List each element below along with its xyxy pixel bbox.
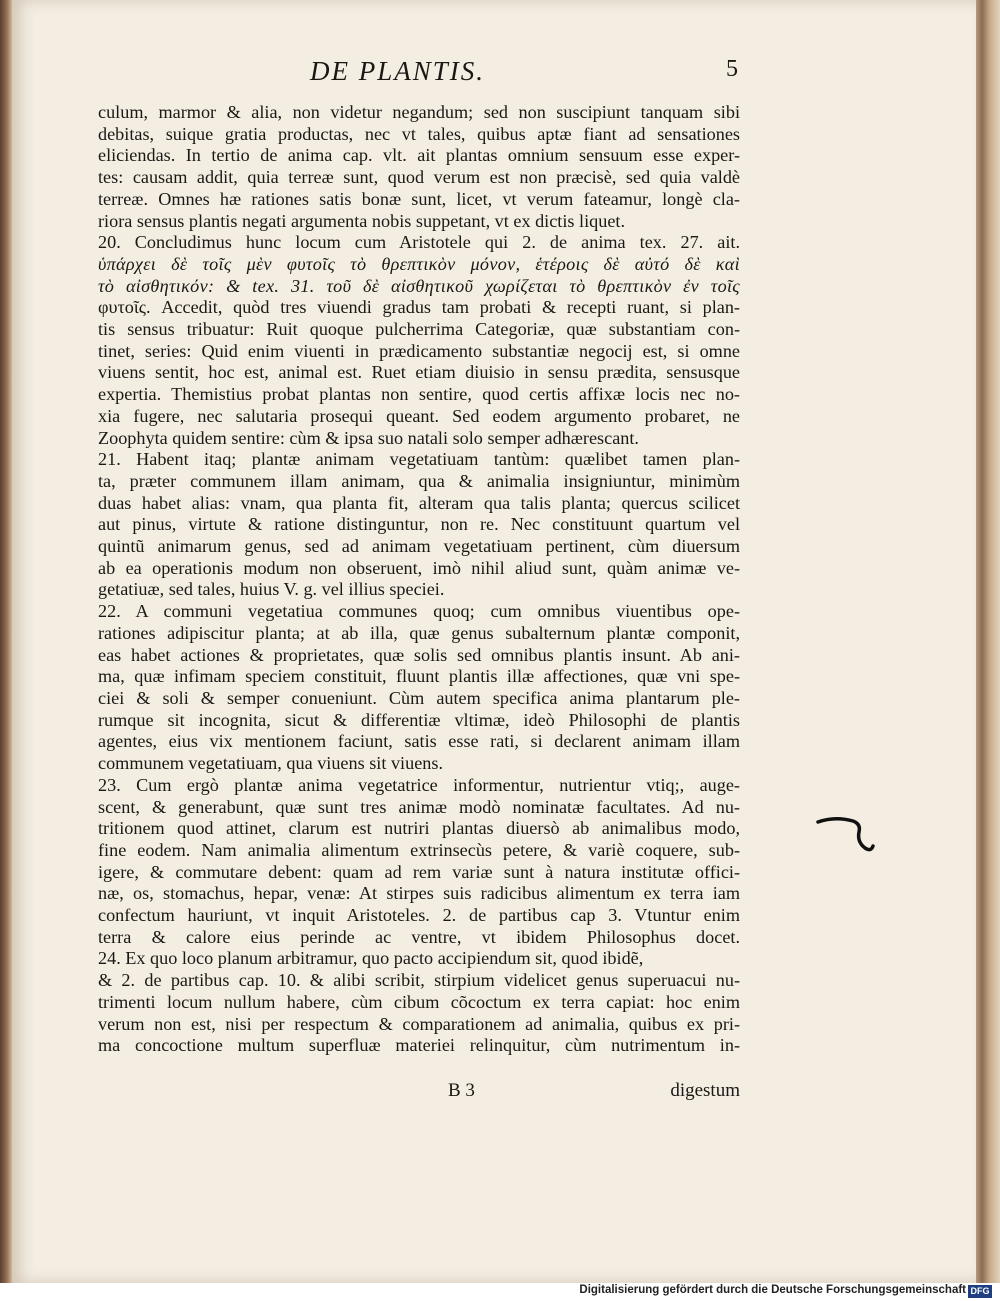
text-line: culum, marmor & alia, non videtur negandum; sed non suscipiunt tanquam sibi bbox=[98, 102, 740, 122]
text-line: 21. Habent itaq; plantæ animam vegetatiuam tantùm: quælibet tamen plan- bbox=[98, 449, 740, 470]
text-line: 23. Cum ergò plantæ anima vegetatrice informentur, nutrientur vtiq;, auge- bbox=[98, 774, 740, 795]
page-header bbox=[310, 56, 738, 100]
body-text bbox=[98, 102, 740, 1057]
text-line: aut pinus, virtute & ratione distinguntur, non re. Nec constituunt quartum vel bbox=[98, 514, 740, 535]
text-line: 22. A communi vegetatiua communes quoq; cum omnibus viuentibus ope- bbox=[98, 601, 740, 622]
credit-text: Digitalisierung gefördert durch die Deutsche Forschungsgemeinschaft bbox=[579, 1284, 966, 1296]
text-line: & 2. de partibus cap. 10. & alibi scribit, stirpium videlicet genus superuacui nu- bbox=[98, 970, 740, 991]
credit-bar bbox=[0, 1283, 1000, 1301]
text-line: τὸ αἰσθητικόν: & tex. 31. τοῦ δὲ αἰσθητικοῦ χωρίζεται τὸ θρεπτικὸν ἐν τοῖς bbox=[98, 275, 740, 296]
text-line: terra & calore eius perinde ac ventre, vt ibidem Philosophus docet. bbox=[98, 926, 740, 947]
text-line: igere, & commutare debent: quam ad rem variæ sunt à natura institutæ offici- bbox=[98, 861, 740, 882]
text-line: rationes adipiscitur planta; at ab illa, quæ genus subalternum plantæ componit, bbox=[98, 622, 740, 643]
text-line: scent, & generabunt, quæ sunt tres animæ modò nominatæ facultates. Ad nu- bbox=[98, 796, 740, 817]
text-line: quintũ animarum genus, sed ad animam vegetatiuam pertinent, cùm diuersum bbox=[98, 536, 740, 557]
text-line: duas habet alias: vnam, qua planta fit, alteram qua talis planta; quercus scilicet bbox=[98, 492, 740, 513]
text-line: ὑπάρχει δὲ τοῖς μὲν φυτοῖς τὸ θρεπτικὸν μόνον, ἑτέροις δὲ αὐτό δὲ καὶ bbox=[98, 253, 740, 274]
text-line: fine eodem. Nam animalia alimentum extrinsecùs petere, & variè coquere, sub- bbox=[98, 839, 740, 860]
text-line: ciei & soli & semper conueniunt. Cùm autem specifica anima plantarum ple- bbox=[98, 687, 740, 708]
page-edge bbox=[976, 0, 1000, 1283]
text-line: communem vegetatiuam, qua viuens sit viuens. bbox=[98, 753, 443, 774]
page-number: 5 bbox=[726, 56, 738, 82]
text-line: getatiuæ, sed tales, huius V. g. vel illius speciei. bbox=[98, 579, 445, 600]
text-line: tritionem quod attinet, clarum est nutriri plantas diuersò ab animalibus modo, bbox=[98, 818, 740, 839]
dfg-logo: DFG bbox=[968, 1285, 992, 1298]
text-line: verum non est, nisi per respectum & comparationem ad animalia, quibus ex pri- bbox=[98, 1013, 740, 1034]
text-line: xia fugere, nec salutaria prosequi queant. Sed eodem argumento probaret, ne bbox=[98, 405, 740, 426]
text-line: trimenti locum nullum habere, cùm cibum cõcoctum ex terra capiat: hoc enim bbox=[98, 991, 740, 1012]
text-line: 20. Concludimus hunc locum cum Aristotele qui 2. de anima tex. 27. ait. bbox=[98, 232, 740, 253]
text-line: næ, os, stomachus, hepar, venæ: At stirpes suis radicibus alimentum ex terra iam bbox=[98, 883, 740, 904]
text-line: ta, præter communem illam animam, qua & animalia insigniuntur, minimùm bbox=[98, 470, 740, 491]
ink-mark bbox=[815, 812, 885, 862]
text-line: rumque sit incognita, sicut & differentiæ vltimæ, ideò Philosophi de plantis bbox=[98, 709, 740, 730]
text-line: debitas, suique gratia productas, nec vt tales, quibus aptæ fiant ad sensationes bbox=[98, 123, 740, 144]
running-title: DE PLANTIS. bbox=[310, 56, 486, 86]
text-line: eas habet actiones & proprietates, quæ solis sed omnibus plantis insunt. Ab ani- bbox=[98, 644, 740, 665]
text-line: tis sensus tribuatur: Ruit quoque pulcherrima Categoriæ, quæ substantiam con- bbox=[98, 319, 740, 340]
text-line: confectum hauriunt, vt inquit Aristoteles. 2. de partibus cap 3. Vtuntur enim bbox=[98, 905, 740, 926]
text-line: viuens sentit, hoc est, animal est. Ruet etiam diuisio in sensu prædita, sensusque bbox=[98, 362, 740, 383]
text-line: φυτοῖς. Accedit, quòd tres viuendi gradus tam probati & recepti ruant, si plan- bbox=[98, 297, 740, 318]
text-line: riora sensus plantis negati argumenta nobis suppetant, vt ex dictis liquet. bbox=[98, 210, 626, 231]
signature-mark: B 3 bbox=[448, 1080, 475, 1101]
text-line: expertia. Themistius probat plantas non sentire, quod certis affixæ locis nec no- bbox=[98, 384, 740, 405]
text-line: ma, quæ infimam speciem constituit, fluunt plantis illæ affectiones, quæ vni spe- bbox=[98, 666, 740, 687]
text-line: tes: causam addit, quia terreæ sunt, quod verum est non præcisè, sed quia valdè bbox=[98, 167, 740, 188]
text-line: tinet, series: Quid enim viuenti in prædicamento substantiæ negocij est, si omne bbox=[98, 340, 740, 361]
text-line: terreæ. Omnes hæ rationes satis bonæ sunt, licet, vt verum fateamur, longè cla- bbox=[98, 188, 740, 209]
text-line: ma concoctione multum superfluæ materiei relinquitur, cùm nutrimentum in- bbox=[98, 1035, 740, 1056]
catchword: digestum bbox=[670, 1080, 740, 1101]
text-line: Zoophyta quidem sentire: cùm & ipsa suo natali solo semper adhærescant. bbox=[98, 427, 639, 448]
text-line: agentes, eius vix mentionem faciunt, satis esse rati, si declarent animam illam bbox=[98, 731, 740, 752]
page-footer bbox=[98, 1080, 740, 1110]
text-line: 24. Ex quo loco planum arbitramur, quo pacto accipiendum sit, quod ibidẽ, bbox=[98, 948, 644, 969]
text-line: ab ea operationis modum non obseruent, imò nihil aliud sunt, quàm animæ ve- bbox=[98, 557, 740, 578]
text-line: eliciendas. In tertio de anima cap. vlt. ait plantas omnium sensuum esse exper- bbox=[98, 145, 740, 166]
